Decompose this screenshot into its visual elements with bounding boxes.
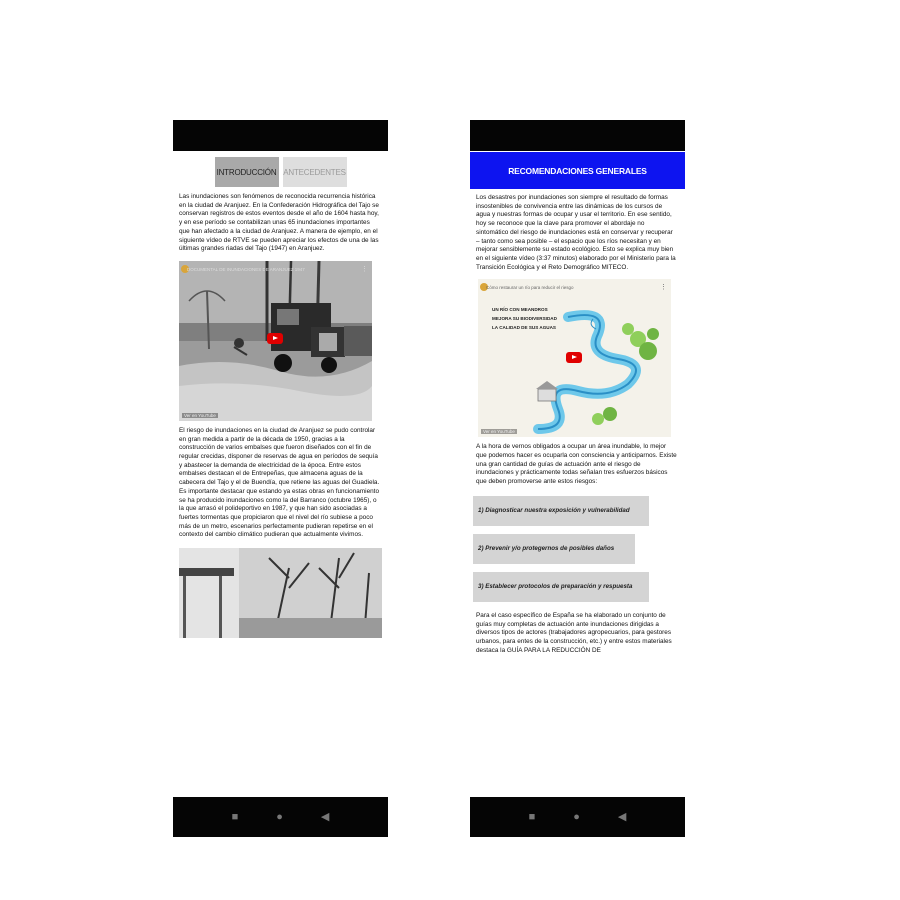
home-icon[interactable]: ● xyxy=(573,810,580,823)
video-embed-miteco[interactable] xyxy=(478,279,671,437)
video-title: DOCUMENTAL DE INUNDACIONES DE ARANJUEZ 1947 xyxy=(187,266,305,272)
recent-apps-icon[interactable]: ■ xyxy=(528,810,536,823)
recommendation-button-prevent[interactable]: 2) Prevenir y/o protegernos de posibles daños xyxy=(473,534,635,564)
historic-photo xyxy=(179,548,382,638)
back-icon[interactable]: ◀ xyxy=(320,810,330,823)
spain-guides-paragraph: Para el caso específico de España se ha elaborado un conjunto de guías muy completas de actuación ante inundaciones dirigidas a diversos tipos de actores (trabajadores agropecuarios, para gestores urbanos, para entes de la construcción, etc.) y entre estos materiales destaca la GUÍA PARA LA REDUCCIÓN DE xyxy=(476,611,672,654)
watch-on-youtube-link[interactable]: Ver en YouTube xyxy=(184,412,216,418)
preparedness-paragraph: A la hora de vernos obligados a ocupar un área inundable, lo mejor que podemos hacer es ocuparla con consciencia y anticiparnos. Existe una gran cantidad de guías de actuación ante el riesgo de inundaciones y prácticamente todas señalan tres esfuerzos básicos que deben promoverse ante estos riesgos: xyxy=(476,443,677,486)
video-illustration-text: UN RÍO CON MEANDROS MEJORA SU BIODIVERSIDAD LA CALIDAD DE SUS AGUAS xyxy=(492,307,557,331)
video-title: Cómo restaurar un río para reducir el riesgo xyxy=(486,285,574,291)
history-paragraph: El riesgo de inundaciones en la ciudad de Aranjuez se pudo controlar en gran medida a partir de la década de 1950, gracias a la construcción de varios embalses que fueron diseñados con el fin de regular crecidas, disponer de reservas de agua en períodos de sequía y abastecer la demanda de electricidad de la época. Entre estos embalses destacan el de Entrepeñas, que almacena aguas de la cabecera del Tajo y el de Buendía, que retiene las aguas del Guadiela. Es importante destacar que estando ya estas obras en funcionamiento se ha producido inundaciones como la del Barranco (octubre 1965), o la que arrasó el polideportivo en 1987, y que han sido asociadas a fuertes tormentas que propiciaron que el nivel del río subiese a poco más de un metro, escenarios perfectamente pudieran repetirse en el contexto del cambio climático pudieran que actualmente vivimos. xyxy=(179,426,380,539)
more-options-icon[interactable]: ⋮ xyxy=(660,284,667,292)
screen-content xyxy=(470,151,685,797)
tab-bar xyxy=(173,157,388,187)
tab-antecedentes[interactable]: ANTECEDENTES xyxy=(283,157,347,187)
screen-content xyxy=(173,151,388,797)
recommendation-button-protocols[interactable]: 3) Establecer protocolos de preparación y respuesta xyxy=(473,572,649,602)
youtube-play-icon[interactable] xyxy=(566,352,582,363)
android-nav-bar xyxy=(470,797,685,837)
home-icon[interactable]: ● xyxy=(276,810,283,823)
status-bar xyxy=(173,120,388,151)
historic-photo-image xyxy=(179,548,382,638)
recommendations-intro-paragraph: Los desastres por inundaciones son siempre el resultado de formas insostenibles de convivencia entre las dinámicas de los cursos de agua y nuestras formas de ocupar y usar el territorio. En ese sentido, hoy se reconoce que la clave para promover el abordaje no sintomático del riesgo de inundaciones está en conservar y recuperar – tanto como sea posible – el espacio que los ríos necesitan y en mejorar sensiblemente su estado ecológico. Esto se explica muy bien en el siguiente vídeo (3:37 minutos) elaborado por el Ministerio para la Transición Ecológica y el Reto Demográfico MITECO. xyxy=(476,194,676,271)
more-options-icon[interactable]: ⋮ xyxy=(361,265,368,273)
recent-apps-icon[interactable]: ■ xyxy=(231,810,239,823)
recommendation-button-diagnose[interactable]: 1) Diagnosticar nuestra exposición y vulnerabilidad xyxy=(473,496,649,526)
back-icon[interactable]: ◀ xyxy=(617,810,627,823)
section-header: RECOMENDACIONES GENERALES xyxy=(470,152,685,189)
phone-screen-right xyxy=(470,120,685,837)
video-embed-flood-1947[interactable] xyxy=(179,261,372,421)
status-bar xyxy=(470,120,685,151)
intro-paragraph: Las inundaciones son fenómenos de reconocida recurrencia histórica en la ciudad de Aranjuez. En la Confederación Hidrográfica del Tajo se conservan registros de estos eventos desde el año de 1604 hasta hoy, y en ese período se contabilizan unas 65 inundaciones importantes que han afectado a la ciudad de Aranjuez. A manera de ejemplo, en el siguiente vídeo de RTVE se pueden apreciar los efectos de una de las últimas grandes riadas del Tajo (1947) en Aranjuez. xyxy=(179,193,379,253)
tab-introduccion[interactable]: INTRODUCCIÓN xyxy=(215,157,279,187)
phone-screen-left xyxy=(173,120,388,837)
android-nav-bar xyxy=(173,797,388,837)
youtube-play-icon[interactable] xyxy=(267,333,283,344)
watch-on-youtube-link[interactable]: Ver en YouTube xyxy=(483,429,515,435)
